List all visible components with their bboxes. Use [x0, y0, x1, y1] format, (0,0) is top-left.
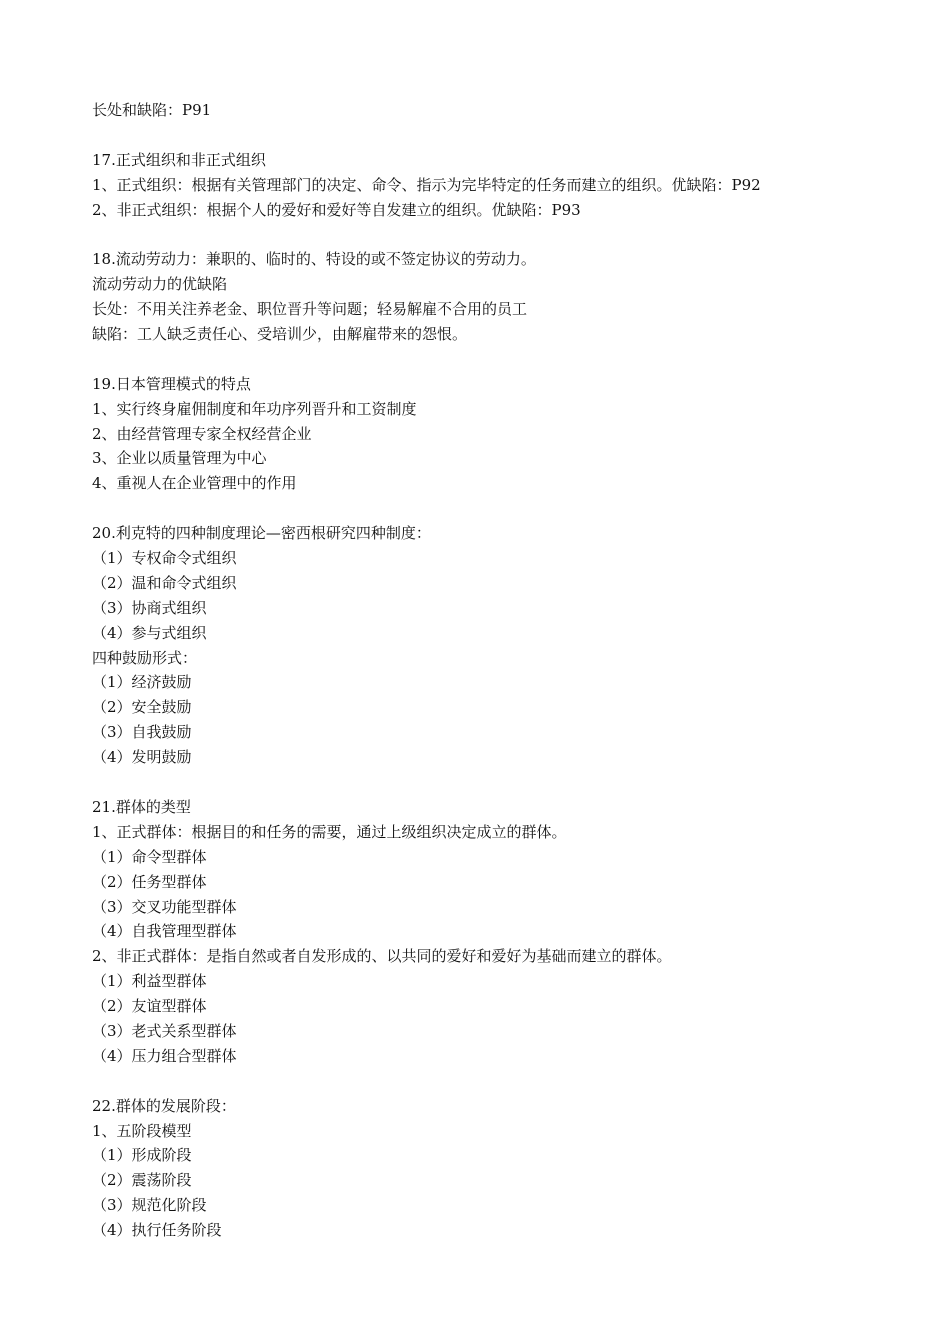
list-item: （2）友谊型群体	[92, 997, 207, 1016]
section-20	[92, 521, 912, 770]
paragraph-gap	[92, 770, 912, 795]
section-18	[92, 247, 912, 347]
text-line: 长处：不用关注养老金、职位晋升等问题；轻易解雇不合用的员工	[92, 300, 528, 319]
list-item: 3、企业以质量管理为中心	[92, 449, 267, 468]
list-item: （2）安全鼓励	[92, 698, 192, 717]
list-item: （3）老式关系型群体	[92, 1021, 237, 1040]
list-item: （4）执行任务阶段	[92, 1221, 222, 1240]
text-line: 长处和缺陷：P91	[92, 101, 212, 119]
document-page	[92, 98, 912, 1243]
section-19	[92, 372, 912, 496]
section-17	[92, 148, 912, 223]
list-item: （1）命令型群体	[92, 847, 207, 866]
text-line: 1、正式群体：根据目的和任务的需要，通过上级组织决定成立的群体。	[92, 822, 567, 841]
list-item: （4）压力组合型群体	[92, 1046, 237, 1065]
text-line: 1、正式组织：根据有关管理部门的决定、命令、指示为完毕特定的任务而建立的组织。优缺陷：P92	[92, 175, 761, 194]
list-item: 1、实行终身雇佣制度和年功序列晋升和工资制度	[92, 399, 417, 418]
list-item: 4、重视人在企业管理中的作用	[92, 474, 297, 493]
list-item: （3）规范化阶段	[92, 1196, 207, 1215]
paragraph-gap	[92, 123, 912, 148]
list-item: （4）自我管理型群体	[92, 922, 237, 941]
text-line: 1、五阶段模型	[92, 1121, 192, 1140]
paragraph-gap	[92, 1069, 912, 1094]
text-line: 流动劳动力的优缺陷	[92, 275, 228, 294]
list-item: （2）温和命令式组织	[92, 573, 237, 592]
section-heading: 18.流动劳动力：兼职的、临时的、特设的或不签定协议的劳动力。	[92, 250, 536, 269]
list-item: （4）参与式组织	[92, 623, 207, 642]
list-item: （2）震荡阶段	[92, 1171, 192, 1190]
paragraph-gap	[92, 222, 912, 247]
paragraph-gap	[92, 347, 912, 372]
section-22	[92, 1094, 912, 1243]
list-item: （3）交叉功能型群体	[92, 897, 237, 916]
section-heading: 17.正式组织和非正式组织	[92, 150, 266, 169]
subheading: 四种鼓励形式：	[92, 648, 198, 667]
list-item: 2、由经营管理专家全权经营企业	[92, 424, 312, 443]
list-item: （1）利益型群体	[92, 972, 207, 991]
section-intro	[92, 98, 912, 123]
list-item: （1）经济鼓励	[92, 673, 192, 692]
list-item: （1）专权命令式组织	[92, 549, 237, 568]
text-line: 2、非正式组织：根据个人的爱好和爱好等自发建立的组织。优缺陷：P93	[92, 200, 581, 219]
text-line: 缺陷：工人缺乏责任心、受培训少，由解雇带来的怨恨。	[92, 325, 468, 344]
section-heading: 20.利克特的四种制度理论—密西根研究四种制度：	[92, 524, 431, 543]
section-21	[92, 795, 912, 1069]
section-heading: 22.群体的发展阶段：	[92, 1096, 236, 1115]
list-item: （2）任务型群体	[92, 872, 207, 891]
section-heading: 19.日本管理模式的特点	[92, 374, 251, 393]
list-item: （4）发明鼓励	[92, 748, 192, 767]
list-item: （3）协商式组织	[92, 598, 207, 617]
list-item: （1）形成阶段	[92, 1146, 192, 1165]
text-line: 2、非正式群体：是指自然或者自发形成的、以共同的爱好和爱好为基础而建立的群体。	[92, 947, 672, 966]
paragraph-gap	[92, 496, 912, 521]
list-item: （3）自我鼓励	[92, 723, 192, 742]
section-heading: 21.群体的类型	[92, 797, 191, 816]
